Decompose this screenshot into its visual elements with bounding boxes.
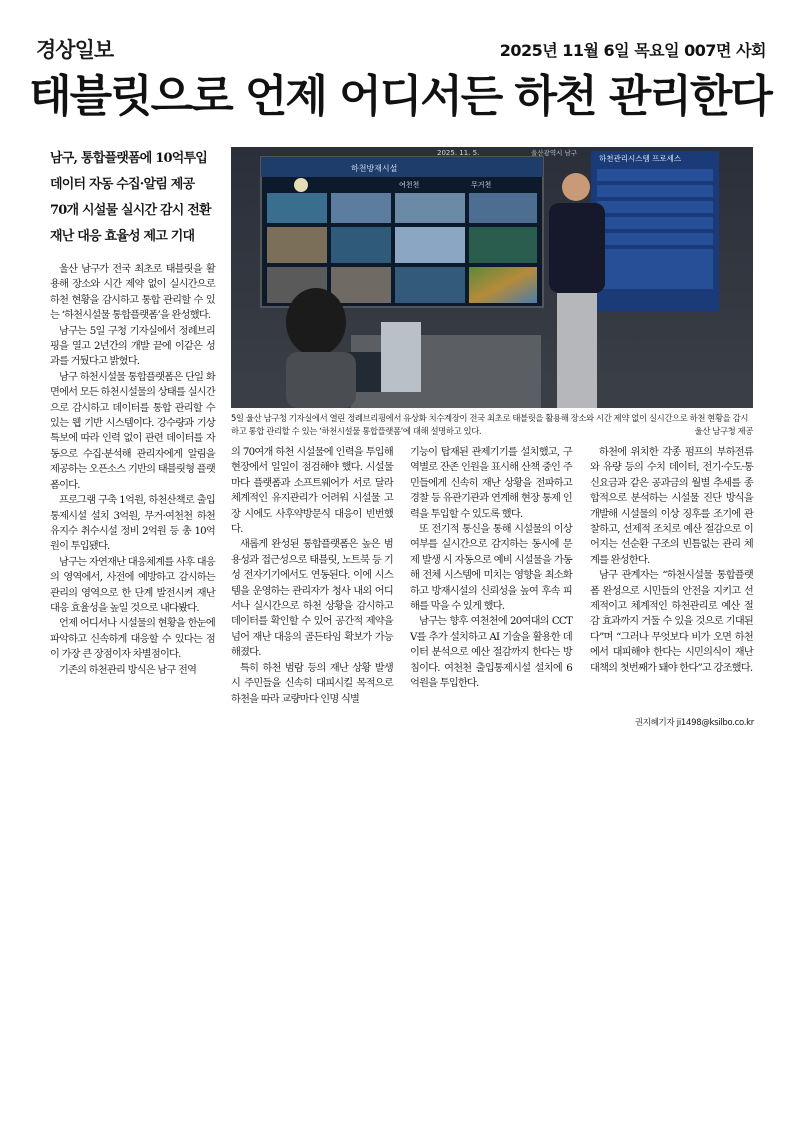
subheading: 재난 대응 효율성 제고 기대 xyxy=(50,229,195,244)
reporter-byline: 권지혜기자 ji1498@ksilbo.co.kr xyxy=(634,718,754,728)
panel-title: 하천관리시스템 프로세스 xyxy=(599,154,682,163)
subheading: 데이터 자동 수집·알림 제공 xyxy=(50,177,195,192)
paragraph: 기존의 하천관리 방식은 남구 전역 xyxy=(59,664,197,676)
paragraph: 남구는 자연재난 대응체계를 사후 대응의 영역에서, 사전에 예방하고 감시하는 관리의 영역으로 한 단계 발전시켜 재난 대응 효율성을 높일 것으로 내다봤다. xyxy=(50,556,215,614)
screen-date: 2025. 11. 5. xyxy=(437,149,480,157)
paragraph: 남구는 5일 구청 기자실에서 정례브리핑을 열고 2년간의 개발 끝에 이같은 성과를 거뒀다고 밝혔다. xyxy=(50,325,215,368)
article-column-3 xyxy=(410,445,572,692)
paragraph: 프로그램 구축 1억원, 하천산책로 출입통제시설 설치 3억원, 무거·여천천 하천유지수 취수시설 정비 2억원 등 총 10억원이 투입됐다. xyxy=(50,495,215,553)
paragraph: 새롭게 완성된 통합플랫폼은 높은 범용성과 접근성으로 태블릿, 노트북 등 기성 전자기기에서도 연동된다. 이에 시스템을 운영하는 관리자가 청사 내외 어디서나 실시간으로 하천 상황을 감시하고 데이터를 확인할 수 있어 공간적 제약을 넘어 재난 대응의 골든타임 확보가 가능해졌다. xyxy=(231,539,393,659)
article-photo xyxy=(231,147,753,408)
photo-credit: 울산 남구청 제공 xyxy=(689,425,753,438)
article-column-1 xyxy=(50,262,215,678)
screen-org: 울산광역시 남구 xyxy=(531,149,578,157)
article-column-2 xyxy=(231,445,393,707)
paragraph: 의 70여개 하천 시설물에 인력을 투입해 현장에서 일일이 점검해야 했다. 시설물마다 플랫폼과 소프트웨어가 서로 달라 체계적인 유지관리가 어려워 시설물 고장 시에도 사후약방문식 대응이 빈번했다. xyxy=(231,447,393,536)
article-headline: 태블릿으로 언제 어디서든 하천 관리한다 xyxy=(29,71,771,122)
article-subheadings xyxy=(50,146,228,250)
newspaper-masthead: 경상일보 xyxy=(36,38,114,62)
paragraph: 하천에 위치한 각종 펌프의 부하전류와 유량 등의 수치 데이터, 전기·수도·통신요금과 같은 공과금의 월별 추세를 종합적으로 분석하는 시설물 진단 방식을 개발해 시설물의 이상 징후를 조기에 관찰하고, 선제적 조치로 예산 절감으로 이어지는 선순환 구조의 빈틈없는 관리 체계를 완성한다. xyxy=(590,447,753,566)
paragraph: 기능이 탑재된 관제기기를 설치했고, 구역별로 잔존 인원을 표시해 산책 중인 주민들에게 신속히 재난 상황을 전파하고 경찰 등 유관기관과 연계해 현장 통제 인력을 투입할 수 있도록 했다. xyxy=(410,447,572,520)
paragraph: 언제 어디서나 시설물의 현황을 한눈에 파악하고 신속하게 대응할 수 있다는 점이 가장 큰 장점이자 차별점이다. xyxy=(50,618,215,661)
briefing-photo-illustration xyxy=(231,147,753,408)
photo-caption xyxy=(231,412,753,438)
paragraph: 울산 남구가 전국 최초로 태블릿을 활용해 장소와 시간 제약 없이 실시간으로 하천 현황을 감시하고 통합 관리할 수 있는 ‘하천시설물 통합플랫폼’을 완성했다. xyxy=(50,264,215,322)
paragraph: 남구는 향후 여천천에 20여대의 CCTV를 추가 설치하고 AI 기술을 활용한 데이터 분석으로 예산 절감까지 한다는 방침이다. 여천천 출입통제시설 설치에 6억원을 투입한다. xyxy=(410,616,572,690)
paragraph: 또 전기적 통신을 통해 시설물의 이상 여부를 실시간으로 감지하는 동시에 문제 발생 시 자동으로 예비 시설물을 가동해 전체 시스템에 미치는 영향을 최소화하고 방재시설의 신뢰성을 높여 후속 피해를 막을 수 있게 했다. xyxy=(410,524,572,613)
article-column-4 xyxy=(590,445,753,676)
paragraph: 특히 하천 범람 등의 재난 상황 발생 시 주민들을 신속히 대피시킬 목적으로 하천을 따라 교량마다 인명 식별 xyxy=(231,662,393,705)
paragraph: 남구 하천시설물 통합플랫폼은 단일 화면에서 모든 하천시설물의 상태를 실시간으로 감시하고 데이터를 통합 관리할 수 있는 웹 기반 시스템이다. 강수량과 기상특보에 따라 인력 없이 관련 데이터를 자동으로 수집·분석해 관리자에게 알림을 제공하는 오픈소스 기반의 태블릿형 플랫폼이다. xyxy=(50,371,215,491)
screen-tab: 여천천 xyxy=(399,181,420,189)
screen-tab: 무거천 xyxy=(471,181,492,189)
subheading: 남구, 통합플랫폼에 10억투입 xyxy=(50,151,208,166)
issue-dateline: 2025년 11월 6일 목요일 007면 사회 xyxy=(499,41,766,60)
screen-title: 하천방재시설 xyxy=(351,164,398,173)
paragraph: 남구 관계자는 “하천시설물 통합플랫폼 완성으로 시민들의 안전을 지키고 선제적이고 체계적인 하천관리로 예산 절감 효과까지 거둘 수 있을 것으로 기대된다”며 “그러나 무엇보다 비가 오면 하천에서 대피해야 한다는 시민의식이 재난 대책의 첫번째가 돼야 한다”고 강조했다. xyxy=(590,570,753,674)
caption-text: 5일 울산 남구청 기자실에서 열린 정례브리핑에서 유상화 치수계장이 전국 최초로 태블릿을 활용해 장소와 시간 제약 없이 실시간으로 하천 현황을 감시하고 통합 관리할 수 있는 ‘하천시설물 통합플랫폼’에 대해 설명하고 있다. xyxy=(231,413,749,436)
subheading: 70개 시설물 실시간 감시 전환 xyxy=(50,203,211,218)
